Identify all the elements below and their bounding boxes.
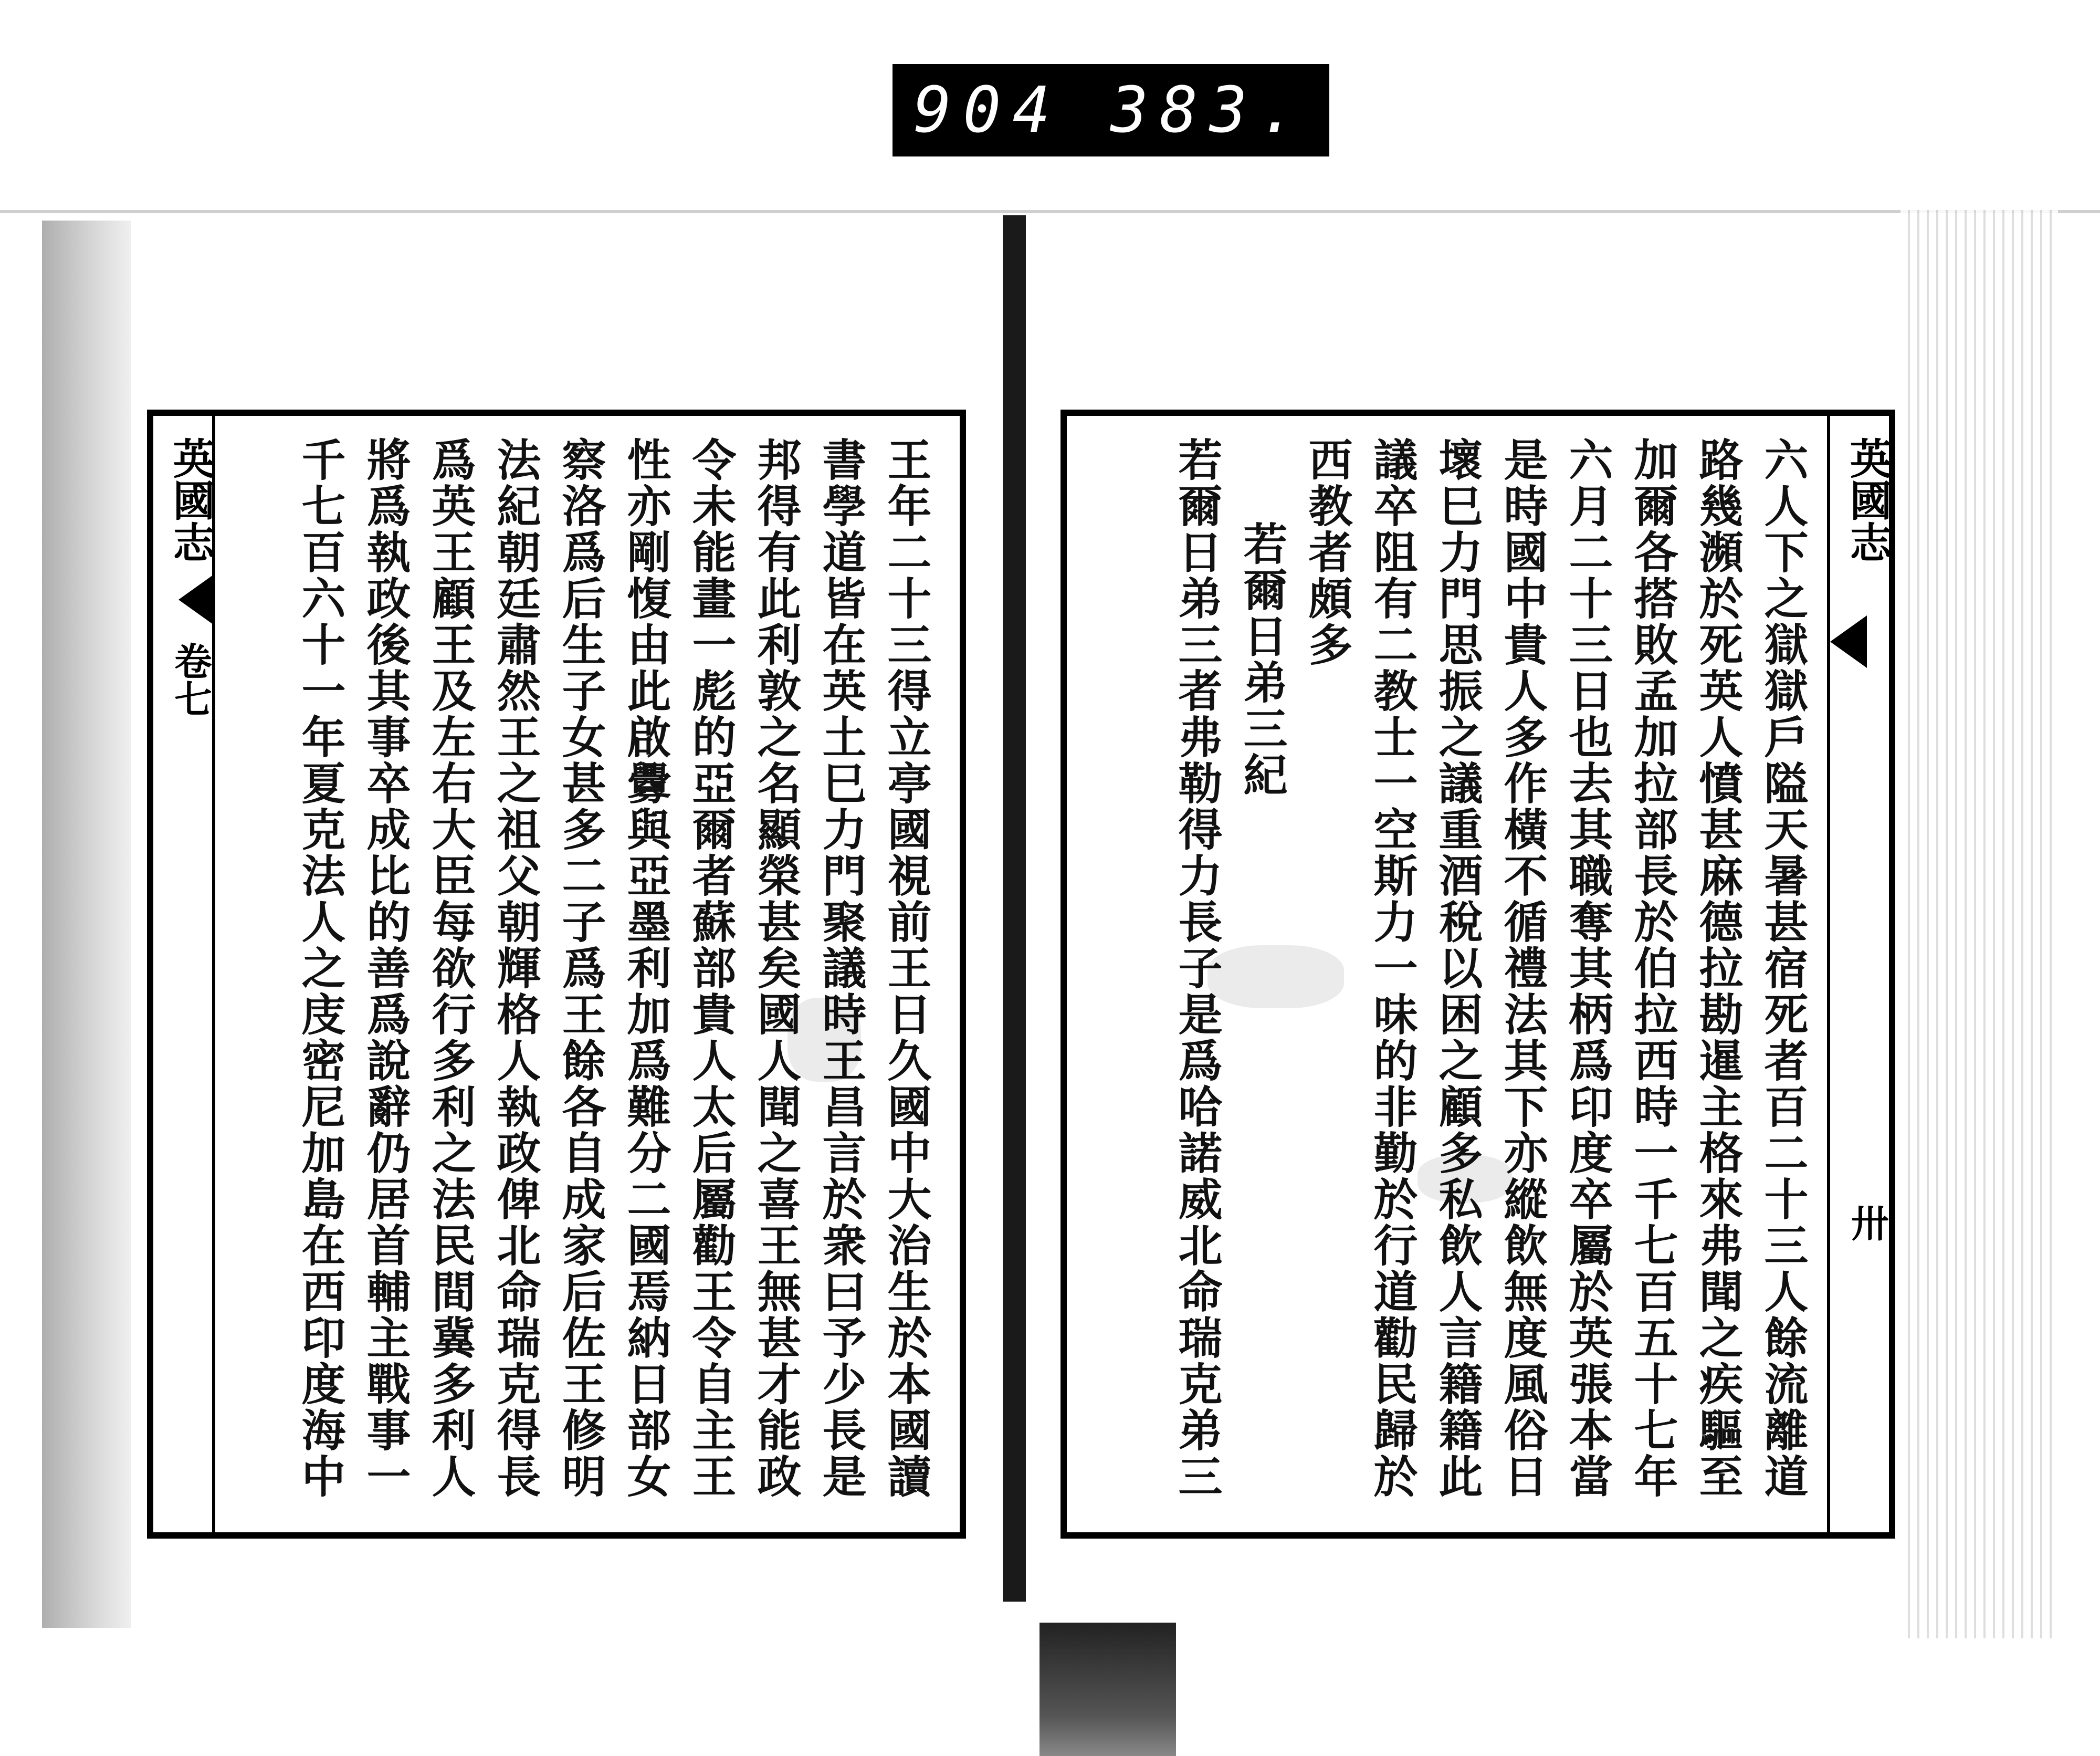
- text-column: 邦得有此利敦之名顯榮甚矣國人聞之喜王無甚才能政: [750, 437, 802, 1500]
- text-column: 法紀朝廷肅然王之祖父朝輝格人執政俾北命瑞克得長: [490, 437, 542, 1500]
- section-heading: 若爾日弟三紀: [1236, 521, 1288, 798]
- text-column: 千七百六十一年夏克法人之庋密尼加島在西印度海中: [295, 437, 346, 1500]
- volume-label: 卷七: [168, 642, 213, 717]
- book-gutter: [1003, 215, 1026, 1602]
- text-column: 王年二十三得立亭國視前王日久國中大治生於本國讀: [880, 437, 932, 1500]
- text-column: 性亦剛愎由此啟釁與亞墨利加爲難分二國焉納日部女: [620, 437, 672, 1500]
- call-number-class: 904: [914, 74, 1062, 147]
- right-book-edge: [1900, 210, 2058, 1638]
- text-column: 令未能畫一彪的亞爾者蘇部貴人太后屬勸王令自主王: [685, 437, 737, 1500]
- text-column: 是時國中貴人多作橫不循禮法其下亦縱飲無度風俗日: [1497, 437, 1549, 1500]
- folio-number: 卅: [1845, 1204, 1889, 1241]
- call-number-label: [892, 64, 1329, 156]
- left-page-text: [227, 437, 939, 1511]
- text-column: 西教者頗多: [1301, 437, 1353, 668]
- right-page-text: [1088, 437, 1815, 1511]
- left-margin-title: 英國志: [166, 437, 215, 563]
- text-column: 議卒阻有二教士一空斯力一味的非勤於行道勸民歸於: [1367, 437, 1419, 1500]
- paper-stain: [1208, 945, 1344, 1008]
- text-column: 壞巳力門思振之議重酒稅以困之顧多私飲人言籍籍此: [1432, 437, 1484, 1500]
- left-book-edge: [42, 221, 131, 1628]
- text-column: 加爾各搭敗孟加拉部長於伯拉西時一千七百五十七年: [1627, 437, 1679, 1500]
- text-column: 爲英王顧王及左右大臣每欲行多利之法民間冀多利人: [425, 437, 477, 1500]
- left-page-margin: [153, 416, 215, 1532]
- text-column: 察洛爲后生子女甚多二子爲王餘各自成家后佐王修明: [555, 437, 607, 1500]
- right-page-margin: [1827, 416, 1892, 1532]
- paper-stain: [788, 998, 861, 1082]
- gutter-shadow: [1040, 1623, 1176, 1756]
- right-margin-title: 英國志: [1843, 437, 1892, 563]
- fishtail-marker-icon: [178, 573, 215, 626]
- right-page: [1060, 410, 1895, 1539]
- text-column: 六月二十三日也去其職奪其柄爲印度卒屬於英張本當: [1562, 437, 1614, 1500]
- text-column: 路幾瀕於死英人憤甚麻德拉勘暹主格來弗聞之疾驅至: [1692, 437, 1744, 1500]
- left-page: [147, 410, 966, 1539]
- text-column: 若爾日弟三者弗勒得力長子是爲哈諾威北命瑞克弟三: [1171, 437, 1223, 1500]
- text-column: 六人下之獄獄戶隘天暑甚宿死者百二十三人餘流離道: [1757, 437, 1809, 1500]
- call-number-item: 383.: [1110, 74, 1308, 147]
- paper-stain: [1418, 1155, 1512, 1203]
- text-column: 將爲執政後其事卒成比的善爲說辭仍居首輔主戰事一: [360, 437, 412, 1500]
- text-column: 書學道皆在英土巳力門聚議時王昌言於衆曰予少長是: [815, 437, 867, 1500]
